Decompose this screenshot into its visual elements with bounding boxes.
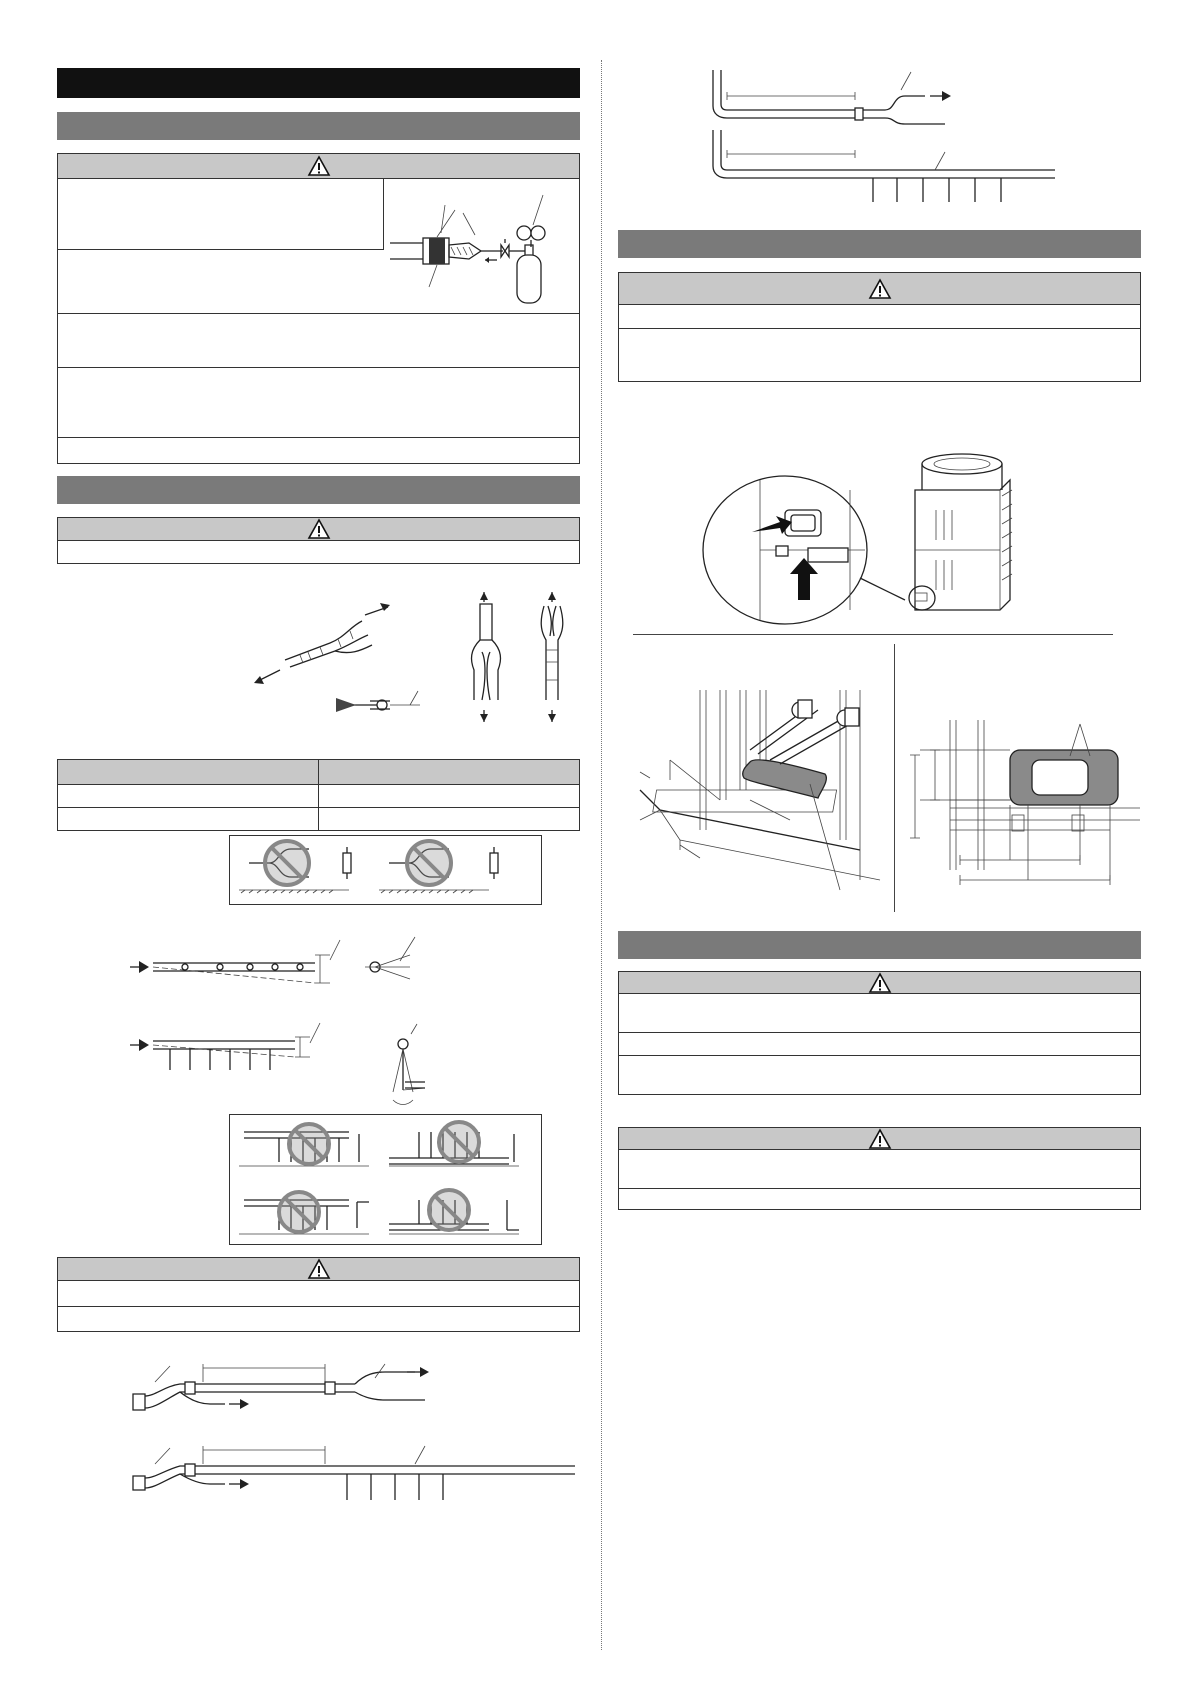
warning-row-line — [619, 328, 1140, 329]
warning-header — [618, 272, 1141, 305]
warning-box-branch — [57, 517, 580, 564]
table-cell — [319, 785, 580, 808]
warning-triangle-icon — [869, 1129, 891, 1149]
warning-triangle-icon — [308, 1259, 330, 1279]
table-cell — [58, 808, 319, 831]
chapter-title-bar — [57, 68, 580, 98]
header-distance-diagram-top — [705, 66, 1065, 206]
figure-divider-horizontal — [633, 634, 1113, 635]
nitrogen-brazing-diagram — [385, 195, 585, 310]
figure-divider-vertical — [894, 644, 895, 912]
warning-row-line — [58, 249, 384, 250]
warning-row-line — [58, 313, 579, 314]
warning-triangle-icon — [308, 156, 330, 176]
table-row — [58, 785, 580, 808]
base-opening-diagram — [640, 680, 890, 900]
section-bar-branch-pipe — [57, 476, 580, 504]
header-vertical-inclination-diagram — [385, 1030, 445, 1110]
warning-triangle-icon — [869, 973, 891, 993]
warning-box-knockout — [618, 272, 1141, 382]
warning-triangle-icon — [308, 519, 330, 539]
warning-header — [618, 1127, 1141, 1150]
section-bar-installation — [618, 931, 1141, 959]
warning-header — [57, 517, 580, 541]
pipe-size-table — [57, 759, 580, 831]
y-joint-orientation-diagram — [250, 595, 430, 720]
table-cell — [319, 808, 580, 831]
warning-cell-divider — [383, 179, 384, 249]
warning-row-line — [58, 367, 579, 368]
warning-box-final — [618, 1127, 1141, 1210]
outdoor-unit-knockout-diagram — [700, 450, 1030, 630]
section-bar-brazing — [57, 112, 580, 140]
header-inclination-diagram — [125, 935, 425, 1065]
prohibited-y-joint-figures — [229, 835, 542, 905]
joint-distance-y-diagram — [125, 1360, 455, 1510]
vertical-y-joint-diagram — [470, 590, 580, 730]
table-row — [58, 808, 580, 831]
warning-row-line — [619, 1188, 1140, 1189]
warning-header — [57, 1257, 580, 1281]
warning-box-installation — [618, 971, 1141, 1095]
table-header-row — [58, 760, 580, 785]
warning-row-line — [58, 437, 579, 438]
warning-row-line — [58, 1306, 579, 1307]
warning-row-line — [619, 1055, 1140, 1056]
warning-row-line — [619, 1032, 1140, 1033]
base-opening-dimensions-diagram — [910, 720, 1140, 900]
prohibited-header-figures — [229, 1114, 542, 1245]
table-cell — [58, 785, 319, 808]
table-header-cell — [58, 760, 319, 785]
section-bar-knockout — [618, 230, 1141, 258]
warning-triangle-icon — [869, 279, 891, 299]
column-divider — [601, 60, 602, 1650]
table-header-cell — [319, 760, 580, 785]
warning-header — [618, 971, 1141, 994]
warning-box-distance — [57, 1257, 580, 1332]
warning-header — [57, 153, 580, 179]
